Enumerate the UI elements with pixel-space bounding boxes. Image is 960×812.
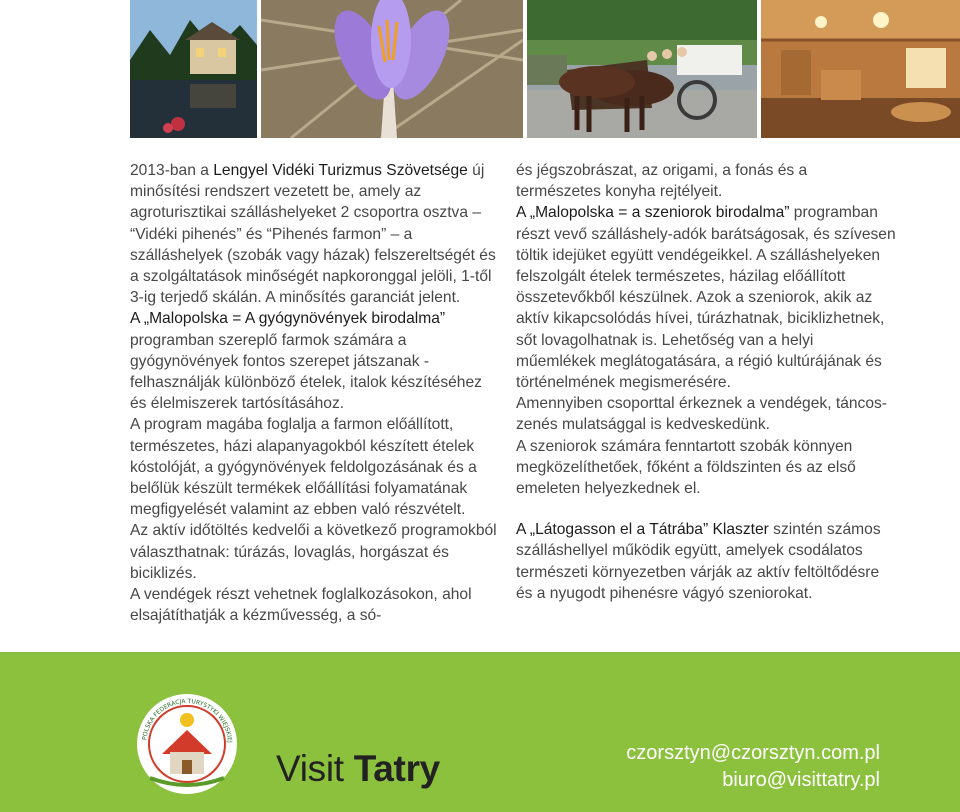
workshops-paragraph: A vendégek részt vehetnek foglalkozásokon, ahol elsajátíthatják a kézművesség, a só-: [130, 586, 472, 625]
tatra-cluster-text: szintén számos szálláshellyel működik együtt, amelyek csodálatos természeti környezetben várják az aktív feltöltődésre és a nyugodt pihenésre vágyó szeniorokat.: [516, 521, 881, 602]
brand-visit: Visit: [276, 748, 354, 789]
workshops-continued: és jégszobrászat, az origami, a fonás és a természetes konyha rejtélyeit.: [516, 162, 808, 201]
tasting-paragraph: A program magába foglalja a farmon előállított, természetes, házi alapanyagokból készített ételek kóstolóját, a gyógynövények feldolgozásának és a belőlük készült termékek előállítási folyamatának megfigyelését valamint az ebben való részvételt.: [130, 416, 477, 519]
email-visittatry[interactable]: biuro@visittatry.pl: [722, 769, 880, 791]
tatra-cluster-paragraph: [516, 519, 896, 604]
groups-paragraph: Amennyiben csoporttal érkeznek a vendégek, táncos-zenés mulatsággal is kedveskedünk.: [516, 395, 887, 434]
wooden-interior-photo: [761, 0, 960, 138]
herbs-program-text: programban szereplő farmok számára a gyógynövények fontos szerepet játszanak - felhasználják különböző ételek, italok készítéséhez és élelmiszerek tartósításához.: [130, 331, 482, 413]
brand-tatry: Tatry: [353, 748, 440, 789]
intro-text: 2013-ban a: [130, 162, 214, 179]
organization-name: Lengyel Vidéki Turizmus Szövetsége: [213, 162, 468, 179]
seniors-program-paragraph: [516, 202, 896, 393]
crocus-flower-photo: [261, 0, 523, 138]
intro-rest: új minősítési rendszert vezetett be, amely az agroturisztikai szálláshelyeket 2 csoportra osztva – “Vidéki pihenés” és “Pihenés farmon” – a szálláshelyek (szobák vagy házak) felszereltségét és a szolgáltatások minőségét napkoronggal jelöli, 1-től 3-ig terjedő skálán. A minősítés garanciát jelent.: [130, 162, 496, 307]
federation-logo: [132, 692, 242, 797]
left-text-column: [130, 160, 502, 626]
rooms-paragraph: A szeniorok számára fenntartott szobák könnyen megközelíthetőek, főként a földszinten és az első emeleten helyezkednek el.: [516, 437, 856, 498]
herbs-program-paragraph: [130, 308, 502, 414]
logo-text: POLSKA FEDERACJA TURYSTYKI WIEJSKIEJ: [141, 697, 233, 744]
spacer: [516, 499, 896, 519]
lakeside-cabin-photo: [130, 0, 257, 138]
email-czorsztyn[interactable]: czorsztyn@czorsztyn.com.pl: [626, 742, 880, 764]
visit-tatry-brand: [276, 748, 440, 790]
contact-emails: [626, 740, 880, 794]
right-text-column: [516, 160, 896, 604]
footer-bar: [0, 652, 960, 812]
seniors-program-title: A „Malopolska = a szeniorok birodalma”: [516, 204, 790, 222]
horse-cart-photo: [527, 0, 757, 138]
seniors-program-text: programban részt vevő szálláshely-adók barátságosak, és szívesen töltik idejüket együtt vendégeikkel. A szálláshelyeken felszolgált ételek természetes, házilag előállított összetevőkből készülnek. Azok a szeniorok, akik az aktív kikapcsolódás hívei, túrázhatnak, biciklizhetnek, sőt lovagolhatnak is. Lehetőség van a helyi műemlékek meglátogatására, a régió kultúrájának és történelmének megismerésére.: [516, 204, 896, 392]
tatra-cluster-title: A „Látogasson el a Tátrába” Klaszter: [516, 521, 769, 539]
activities-paragraph: Az aktív időtöltés kedvelői a következő programokból választhatnak: túrázás, lovaglás, horgászat és biciklizés.: [130, 522, 497, 582]
intro-paragraph: [130, 160, 502, 308]
photo-strip: [130, 0, 960, 138]
herbs-program-title: A „Malopolska = A gyógynövények birodalma”: [130, 310, 446, 328]
